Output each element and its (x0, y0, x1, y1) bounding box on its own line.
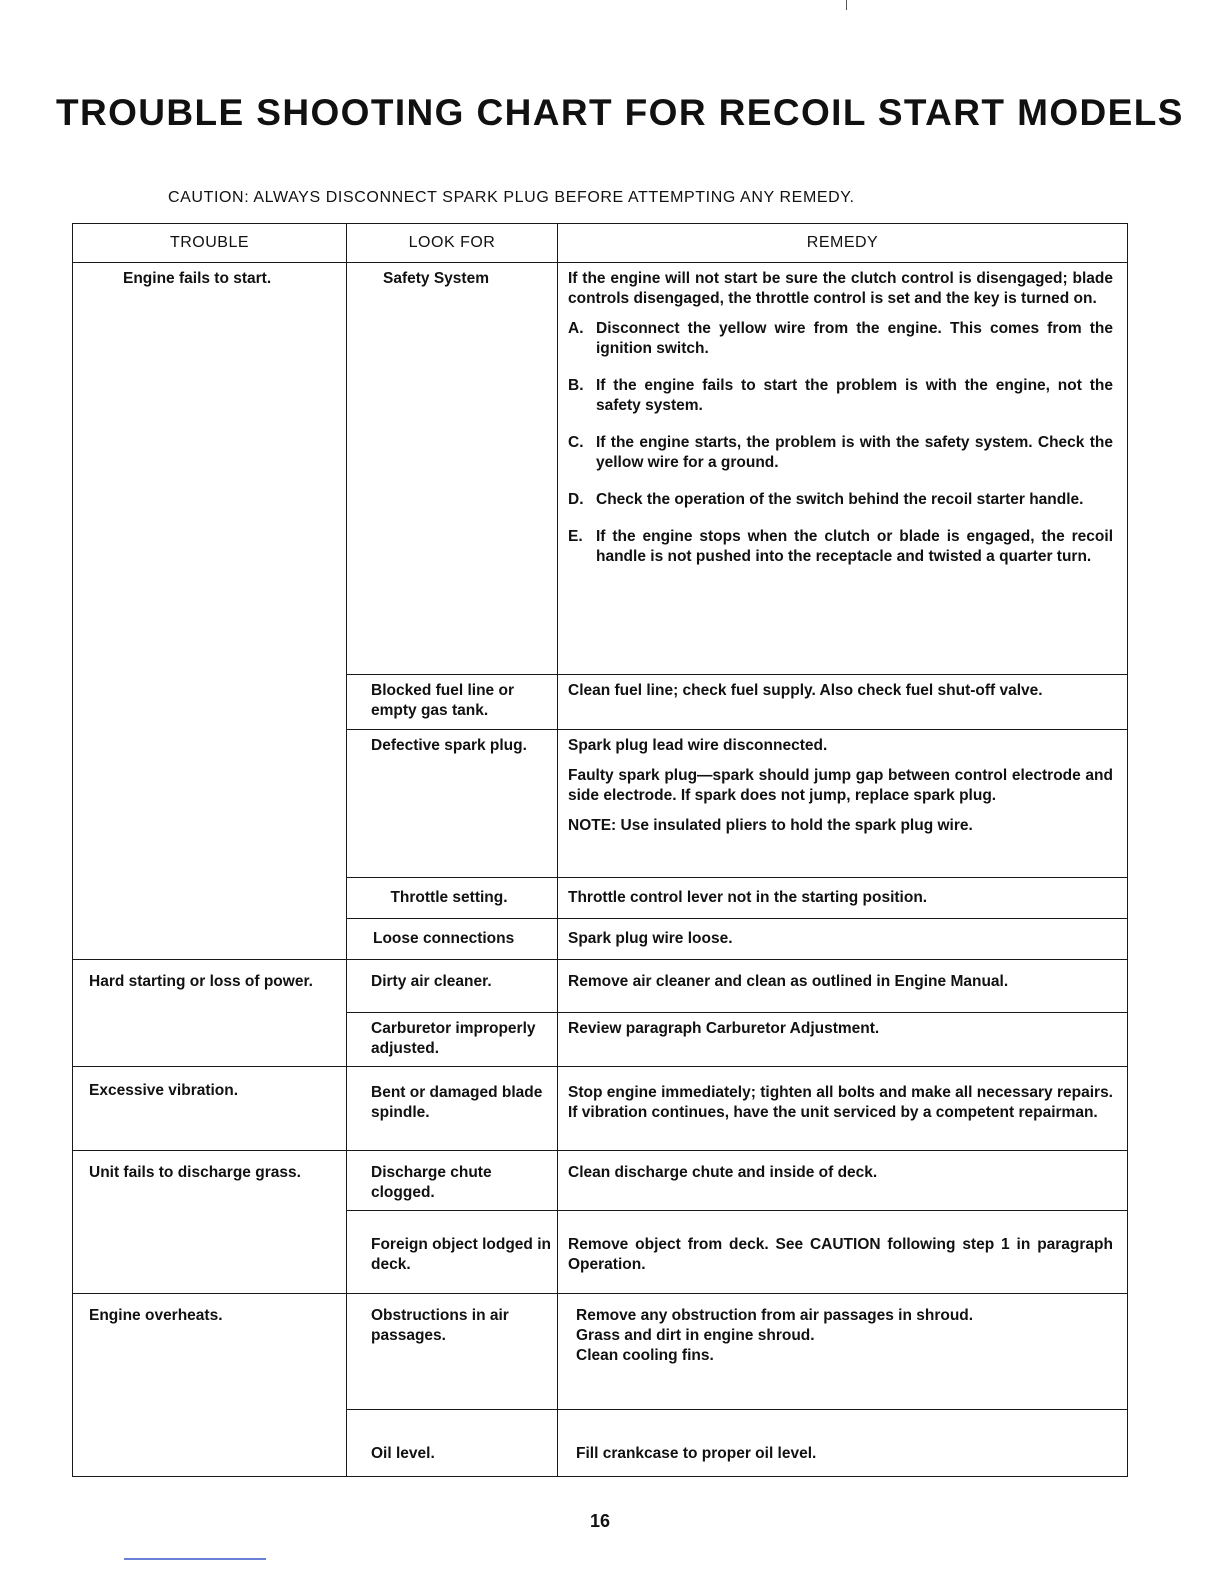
remedy-step (568, 376, 1113, 416)
remedy-step (568, 527, 1113, 567)
table-header-row (73, 224, 1128, 263)
table-row (73, 960, 1128, 1013)
look-for-cell: Obstructions in air passages. (347, 1294, 558, 1410)
remedy-step (568, 319, 1113, 359)
remedy-cell (558, 1410, 1128, 1477)
step-text: If the engine fails to start the problem is with the engine, not the safety system. (596, 377, 1113, 414)
step-letter: A. (568, 320, 584, 337)
remedy-text: Fill crankcase to proper oil level. (576, 1445, 817, 1462)
remedy-text: If the engine will not start be sure the clutch control is disengaged; blade controls disengaged, the throttle control is set and the key is turned on. (568, 270, 1113, 307)
remedy-step (568, 433, 1113, 473)
table-row (73, 1067, 1128, 1151)
look-for-cell: Dirty air cleaner. (347, 960, 558, 1013)
table-row (73, 1294, 1128, 1410)
remedy-step (568, 490, 1113, 510)
remedy-note: NOTE: Use insulated pliers to hold the spark plug wire. (568, 817, 973, 834)
scan-blue-line (124, 1558, 266, 1560)
page-number: 16 (589, 1511, 611, 1531)
remedy-text: Grass and dirt in engine shroud. (576, 1327, 815, 1344)
trouble-cell: Engine fails to start. (73, 263, 347, 960)
remedy-cell (558, 263, 1128, 675)
step-text: If the engine stops when the clutch or blade is engaged, the recoil handle is not pushed into the receptacle and twisted a quarter turn. (596, 528, 1113, 565)
look-for-cell: Bent or damaged blade spindle. (347, 1067, 558, 1151)
remedy-cell (558, 1211, 1128, 1294)
step-letter: E. (568, 528, 583, 545)
look-for-cell: Throttle setting. (347, 878, 558, 919)
remedy-text: Remove air cleaner and clean as outlined in Engine Manual. (568, 973, 1009, 990)
header-trouble: TROUBLE (73, 224, 347, 263)
remedy-text: Faulty spark plug—spark should jump gap between control electrode and side electrode. If spark does not jump, replace spark plug. (568, 767, 1113, 804)
trouble-cell: Engine overheats. (73, 1294, 347, 1477)
remedy-cell (558, 919, 1128, 960)
caution-note: CAUTION: ALWAYS DISCONNECT SPARK PLUG BEFORE ATTEMPTING ANY REMEDY. (168, 189, 855, 206)
remedy-text: Clean fuel line; check fuel supply. Also check fuel shut-off valve. (568, 682, 1043, 699)
table-row (73, 1151, 1128, 1211)
look-for-cell: Loose connections (347, 919, 558, 960)
look-for-cell: Carburetor improperly adjusted. (347, 1013, 558, 1067)
step-text: Disconnect the yellow wire from the engine. This comes from the ignition switch. (596, 320, 1113, 357)
remedy-cell (558, 1151, 1128, 1211)
trouble-cell: Unit fails to discharge grass. (73, 1151, 347, 1294)
remedy-cell (558, 675, 1128, 730)
step-letter: B. (568, 377, 584, 394)
trouble-shooting-table (72, 223, 1128, 1477)
look-for-cell: Defective spark plug. (347, 730, 558, 878)
look-for-cell: Foreign object lodged in deck. (347, 1211, 558, 1294)
header-look-for: LOOK FOR (347, 224, 558, 263)
scan-mark (846, 0, 847, 10)
trouble-cell: Excessive vibration. (73, 1067, 347, 1151)
remedy-text: Review paragraph Carburetor Adjustment. (568, 1020, 880, 1037)
step-text: If the engine starts, the problem is with the safety system. Check the yellow wire for a ground. (596, 434, 1113, 471)
look-for-cell: Oil level. (347, 1410, 558, 1477)
remedy-cell (558, 960, 1128, 1013)
remedy-text: Throttle control lever not in the starting position. (568, 889, 928, 906)
remedy-text: Clean cooling fins. (576, 1347, 714, 1364)
trouble-cell: Hard starting or loss of power. (73, 960, 347, 1067)
remedy-text: Clean discharge chute and inside of deck. (568, 1164, 878, 1181)
look-for-cell: Blocked fuel line or empty gas tank. (347, 675, 558, 730)
step-letter: C. (568, 434, 584, 451)
look-for-cell: Safety System (347, 263, 558, 675)
remedy-text: Spark plug lead wire disconnected. (568, 737, 828, 754)
step-letter: D. (568, 491, 584, 508)
remedy-cell (558, 878, 1128, 919)
remedy-cell (558, 1294, 1128, 1410)
remedy-text: Spark plug wire loose. (568, 930, 733, 947)
table-row (73, 263, 1128, 675)
page-title: TROUBLE SHOOTING CHART FOR RECOIL START MODELS (56, 92, 1184, 133)
remedy-cell (558, 730, 1128, 878)
remedy-text: Remove any obstruction from air passages in shroud. (576, 1307, 974, 1324)
remedy-text: Stop engine immediately; tighten all bolts and make all necessary repairs. If vibration continues, have the unit serviced by a competent repairman. (568, 1084, 1113, 1121)
step-text: Check the operation of the switch behind the recoil starter handle. (596, 491, 1084, 508)
look-for-cell: Discharge chute clogged. (347, 1151, 558, 1211)
header-remedy: REMEDY (558, 224, 1128, 263)
remedy-cell (558, 1013, 1128, 1067)
remedy-text: Remove object from deck. See CAUTION following step 1 in paragraph Operation. (568, 1236, 1113, 1273)
remedy-cell (558, 1067, 1128, 1151)
